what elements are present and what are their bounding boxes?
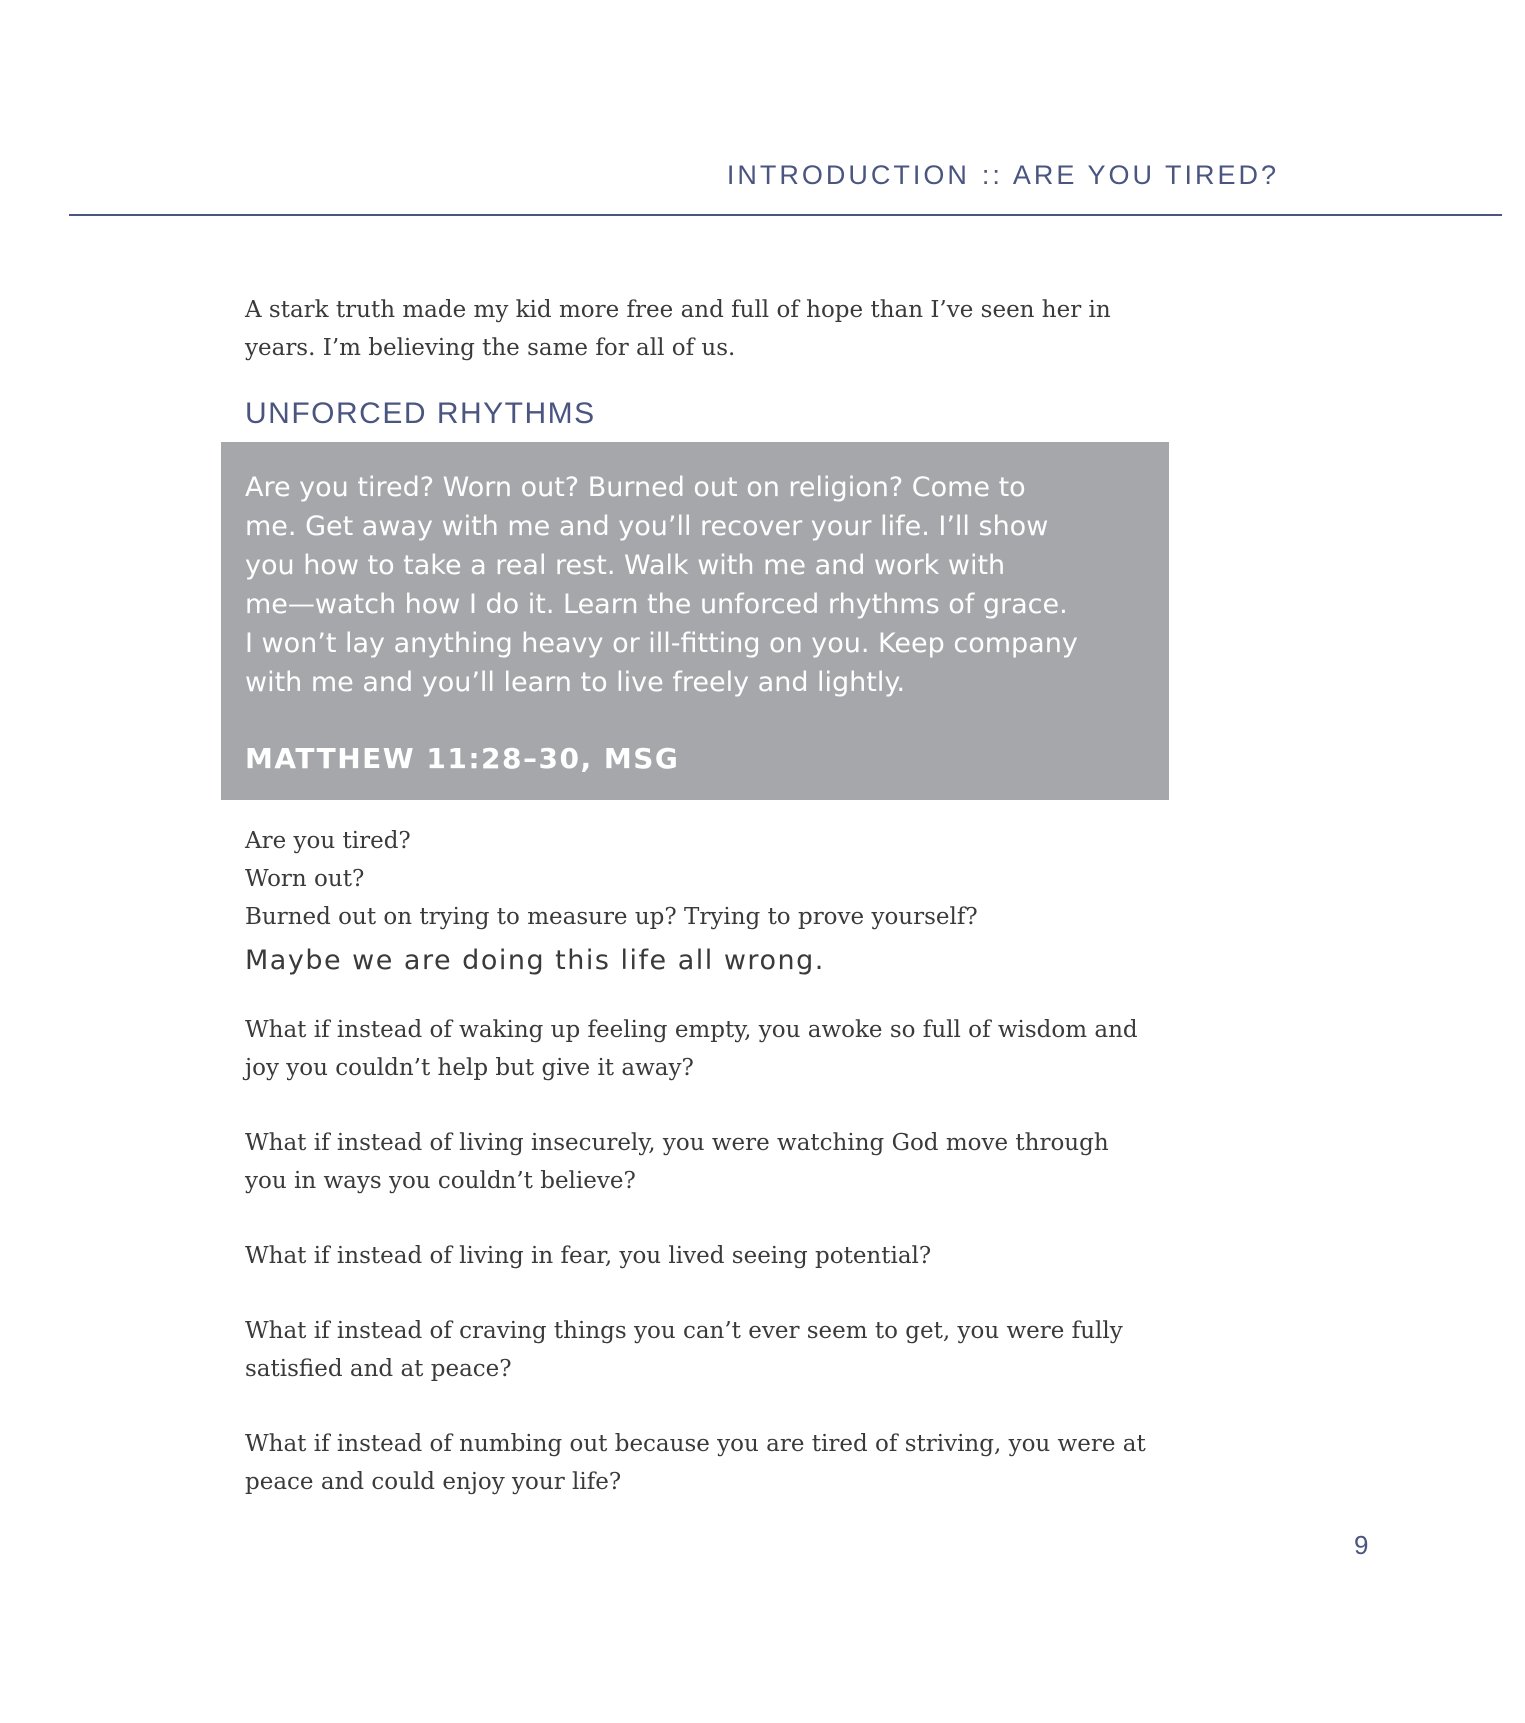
scripture-line: you how to take a real rest. Walk with me and work with <box>245 550 1006 581</box>
what-if-line: What if instead of living insecurely, you were watching God move through <box>245 1130 1109 1156</box>
section-heading: UNFORCED RHYTHMS <box>245 397 596 430</box>
scripture-line: with me and you’ll learn to live freely and lightly. <box>245 667 906 698</box>
page-number: 9 <box>1354 1530 1369 1560</box>
what-if-line: What if instead of living in fear, you lived seeing potential? <box>245 1243 932 1269</box>
question-line: Burned out on trying to measure up? Trying to prove yourself? <box>245 904 978 930</box>
question-line: Worn out? <box>245 866 365 892</box>
scripture-line: me—watch how I do it. Learn the unforced rhythms of grace. <box>245 589 1068 620</box>
what-if-paragraph <box>245 1124 1165 1200</box>
scripture-reference: MATTHEW 11:28–30, MSG <box>245 742 680 775</box>
what-if-line: What if instead of numbing out because you are tired of striving, you were at <box>245 1431 1146 1457</box>
what-if-paragraph <box>245 1011 1165 1087</box>
scripture-line: me. Get away with me and you’ll recover your life. I’ll show <box>245 511 1049 542</box>
what-if-paragraph <box>245 1237 1165 1275</box>
intro-line: A stark truth made my kid more free and full of hope than I’ve seen her in <box>245 297 1111 323</box>
what-if-line: you in ways you couldn’t believe? <box>245 1168 636 1194</box>
pull-line: Maybe we are doing this life all wrong. <box>245 945 825 976</box>
running-header <box>727 160 1279 191</box>
header-chapter: INTRODUCTION <box>726 160 970 190</box>
scripture-box <box>221 442 1169 800</box>
scripture-line: Are you tired? Worn out? Burned out on religion? Come to <box>245 472 1026 503</box>
what-if-line: satisfied and at peace? <box>245 1356 512 1382</box>
what-if-line: peace and could enjoy your life? <box>245 1469 622 1495</box>
what-if-paragraph <box>245 1312 1165 1388</box>
header-title: ARE YOU TIRED? <box>1012 160 1279 190</box>
header-separator: :: <box>981 160 1003 190</box>
header-rule <box>69 214 1502 216</box>
what-if-paragraph <box>245 1425 1165 1501</box>
what-if-line: joy you couldn’t help but give it away? <box>245 1055 694 1081</box>
questions-block <box>245 822 1165 936</box>
scripture-text <box>245 468 1145 702</box>
intro-paragraph <box>245 291 1165 367</box>
what-if-line: What if instead of waking up feeling empty, you awoke so full of wisdom and <box>245 1017 1138 1043</box>
intro-line: years. I’m believing the same for all of us. <box>245 335 736 361</box>
scripture-line: I won’t lay anything heavy or ill-fitting on you. Keep company <box>245 628 1078 659</box>
what-if-line: What if instead of craving things you can’t ever seem to get, you were fully <box>245 1318 1123 1344</box>
question-line: Are you tired? <box>245 828 411 854</box>
